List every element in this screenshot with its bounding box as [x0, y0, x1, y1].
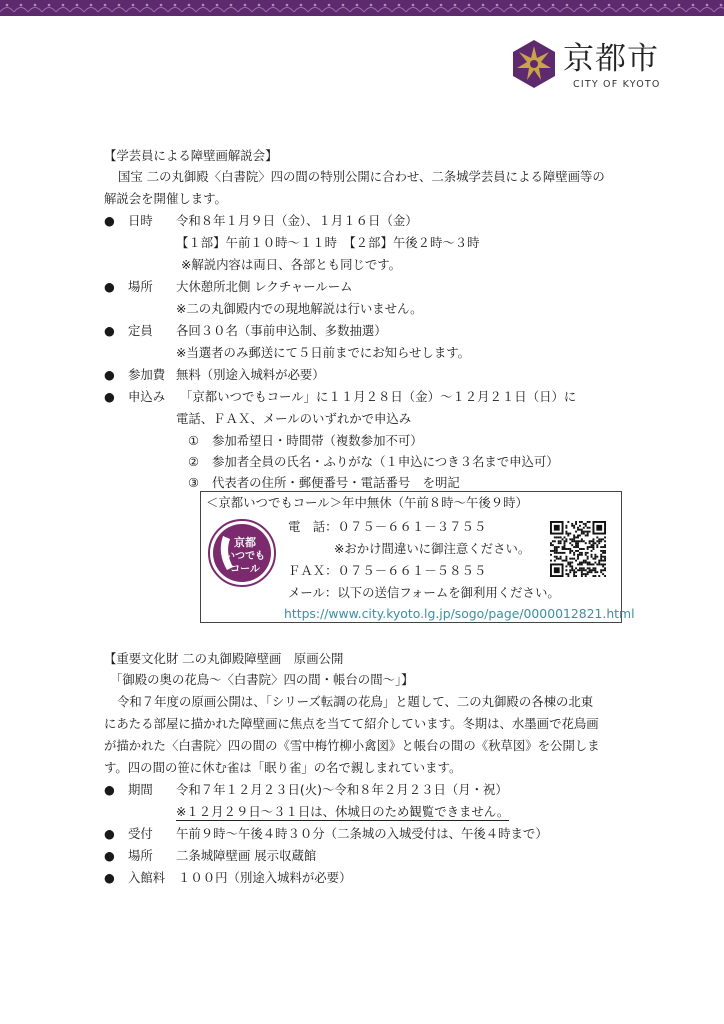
requirement-num: ②: [188, 454, 200, 469]
period-label: 期間: [128, 782, 153, 797]
apply-method: 電話、ＦＡＸ、メールのいずれかで申込み: [176, 411, 412, 426]
top-decorative-band: [0, 0, 724, 16]
capacity-note: ※当選者のみ郵送にて５日前までにお知らせします。: [176, 345, 471, 360]
capacity-value: 各回３０名（事前申込制、多数抽選）: [176, 323, 387, 338]
contact-fax: ＦＡＸ：０７５－６６１－５８５５: [288, 563, 487, 578]
contact-title: ＜京都いつでもコール＞年中無休（午前８時～午後９時）: [206, 495, 528, 510]
date-value: 令和８年１月９日（金）、１月１６日（金）: [176, 213, 418, 228]
fee-value: 無料（別途入城料が必要）: [176, 367, 325, 382]
logo-text-jp: 京都市: [563, 41, 659, 77]
requirement-text: 参加者全員の氏名・ふりがな（１申込につき３名まで申込可）: [212, 454, 559, 469]
venue-label: 場所: [128, 848, 153, 863]
period-note-text: ※１２月２９日～３１日は、休城日のため観覧できません。: [176, 804, 510, 819]
kyoto-city-logo: [511, 38, 661, 96]
section2-paragraph-line3: が描かれた〈白書院〉四の間の《雪中梅竹柳小禽図》と帳台の間の《秋草図》を公開しま: [104, 738, 600, 753]
section2-heading: 【重要文化財 二の丸御殿障壁画 原画公開: [104, 651, 344, 666]
bullet-icon: ●: [104, 782, 115, 797]
contact-mail: メール：以下の送信フォームを御利用ください。: [288, 585, 560, 600]
apply-label: 申込み: [128, 389, 166, 404]
bullet-icon: ●: [104, 367, 115, 382]
reception-label: 受付: [128, 826, 153, 841]
admission-value: １００円（別途入城料が必要）: [178, 870, 352, 885]
date-sessions: 【１部】午前１０時～１１時 【２部】午後２時～３時: [176, 235, 480, 250]
place-value: 大休憩所北側 レクチャールーム: [176, 279, 353, 294]
reception-value: 午前９時～午後４時３０分（二条城の入城受付は、午後４時まで）: [176, 826, 548, 841]
kyoto-emblem-icon: [511, 38, 557, 90]
call-icon-text1: 京都: [234, 536, 256, 549]
bullet-icon: ●: [104, 826, 115, 841]
bullet-icon: ●: [104, 323, 115, 338]
section2-subheading: 「御殿の奥の花鳥～〈白書院〉四の間・帳台の間～」】: [110, 672, 414, 687]
requirement-num: ③: [188, 475, 200, 490]
kyoto-call-icon: [207, 518, 277, 588]
admission-label: 入館料: [128, 870, 166, 885]
call-icon-text3: コール: [230, 564, 260, 575]
apply-value: 「京都いつでもコール」に１１月２８日（金）～１２月２１日（日）に: [180, 389, 577, 404]
requirement-text: 代表者の住所・郵便番号・電話番号 を明記: [212, 475, 460, 490]
requirement-text: 参加希望日・時間帯（複数参加不可）: [212, 433, 423, 448]
call-icon-text2: いつでも: [225, 551, 265, 562]
band-pattern: [0, 0, 724, 16]
section2-paragraph-line2: にあたる部屋に描かれた障壁画に焦点を当てて紹介しています。冬期は、水墨画で花鳥画: [104, 716, 599, 731]
place-note: ※二の丸御殿内での現地解説は行いません。: [176, 301, 423, 316]
capacity-label: 定員: [128, 323, 153, 338]
place-label: 場所: [128, 279, 153, 294]
venue-value: 二条城障壁画 展示収蔵館: [176, 848, 317, 863]
bullet-icon: ●: [104, 279, 115, 294]
section1-intro-line1: 国宝 二の丸御殿〈白書院〉四の間の特別公開に合わせ、二条城学芸員による障壁画等の: [118, 169, 605, 184]
section1-heading: 【学芸員による障壁画解説会】: [104, 148, 278, 163]
date-label: 日時: [128, 213, 153, 228]
section2-paragraph-line1: 令和７年度の原画公開は、「シリーズ転調の花鳥」と題して、二の丸御殿の各棟の北東: [117, 694, 594, 709]
period-value: 令和７年１２月２３日(火)～令和８年２月２３日（月・祝）: [176, 782, 508, 797]
requirement-num: ①: [188, 433, 200, 448]
bullet-icon: ●: [104, 870, 115, 885]
bullet-icon: ●: [104, 213, 115, 228]
period-note: [176, 803, 509, 820]
contact-tel-note: ※おかけ間違いに御注意ください。: [334, 541, 531, 556]
bullet-icon: ●: [104, 389, 115, 404]
section2-paragraph-line4: す。四の間の笹に休む雀は「眠り雀」の名で親しまれています。: [104, 760, 462, 775]
logo-text-en: CITY OF KYOTO: [573, 79, 661, 90]
bullet-icon: ●: [104, 848, 115, 863]
section1-intro-line2: 解説会を開催します。: [104, 191, 227, 206]
qr-code-icon[interactable]: [550, 521, 606, 577]
contact-form-link[interactable]: https://www.city.kyoto.lg.jp/sogo/page/0000012821.html: [284, 606, 635, 621]
date-note: ※解説内容は両日、各部とも同じです。: [181, 257, 402, 272]
contact-tel: 電 話：０７５－６６１－３７５５: [288, 519, 487, 534]
fee-label: 参加費: [128, 367, 166, 382]
